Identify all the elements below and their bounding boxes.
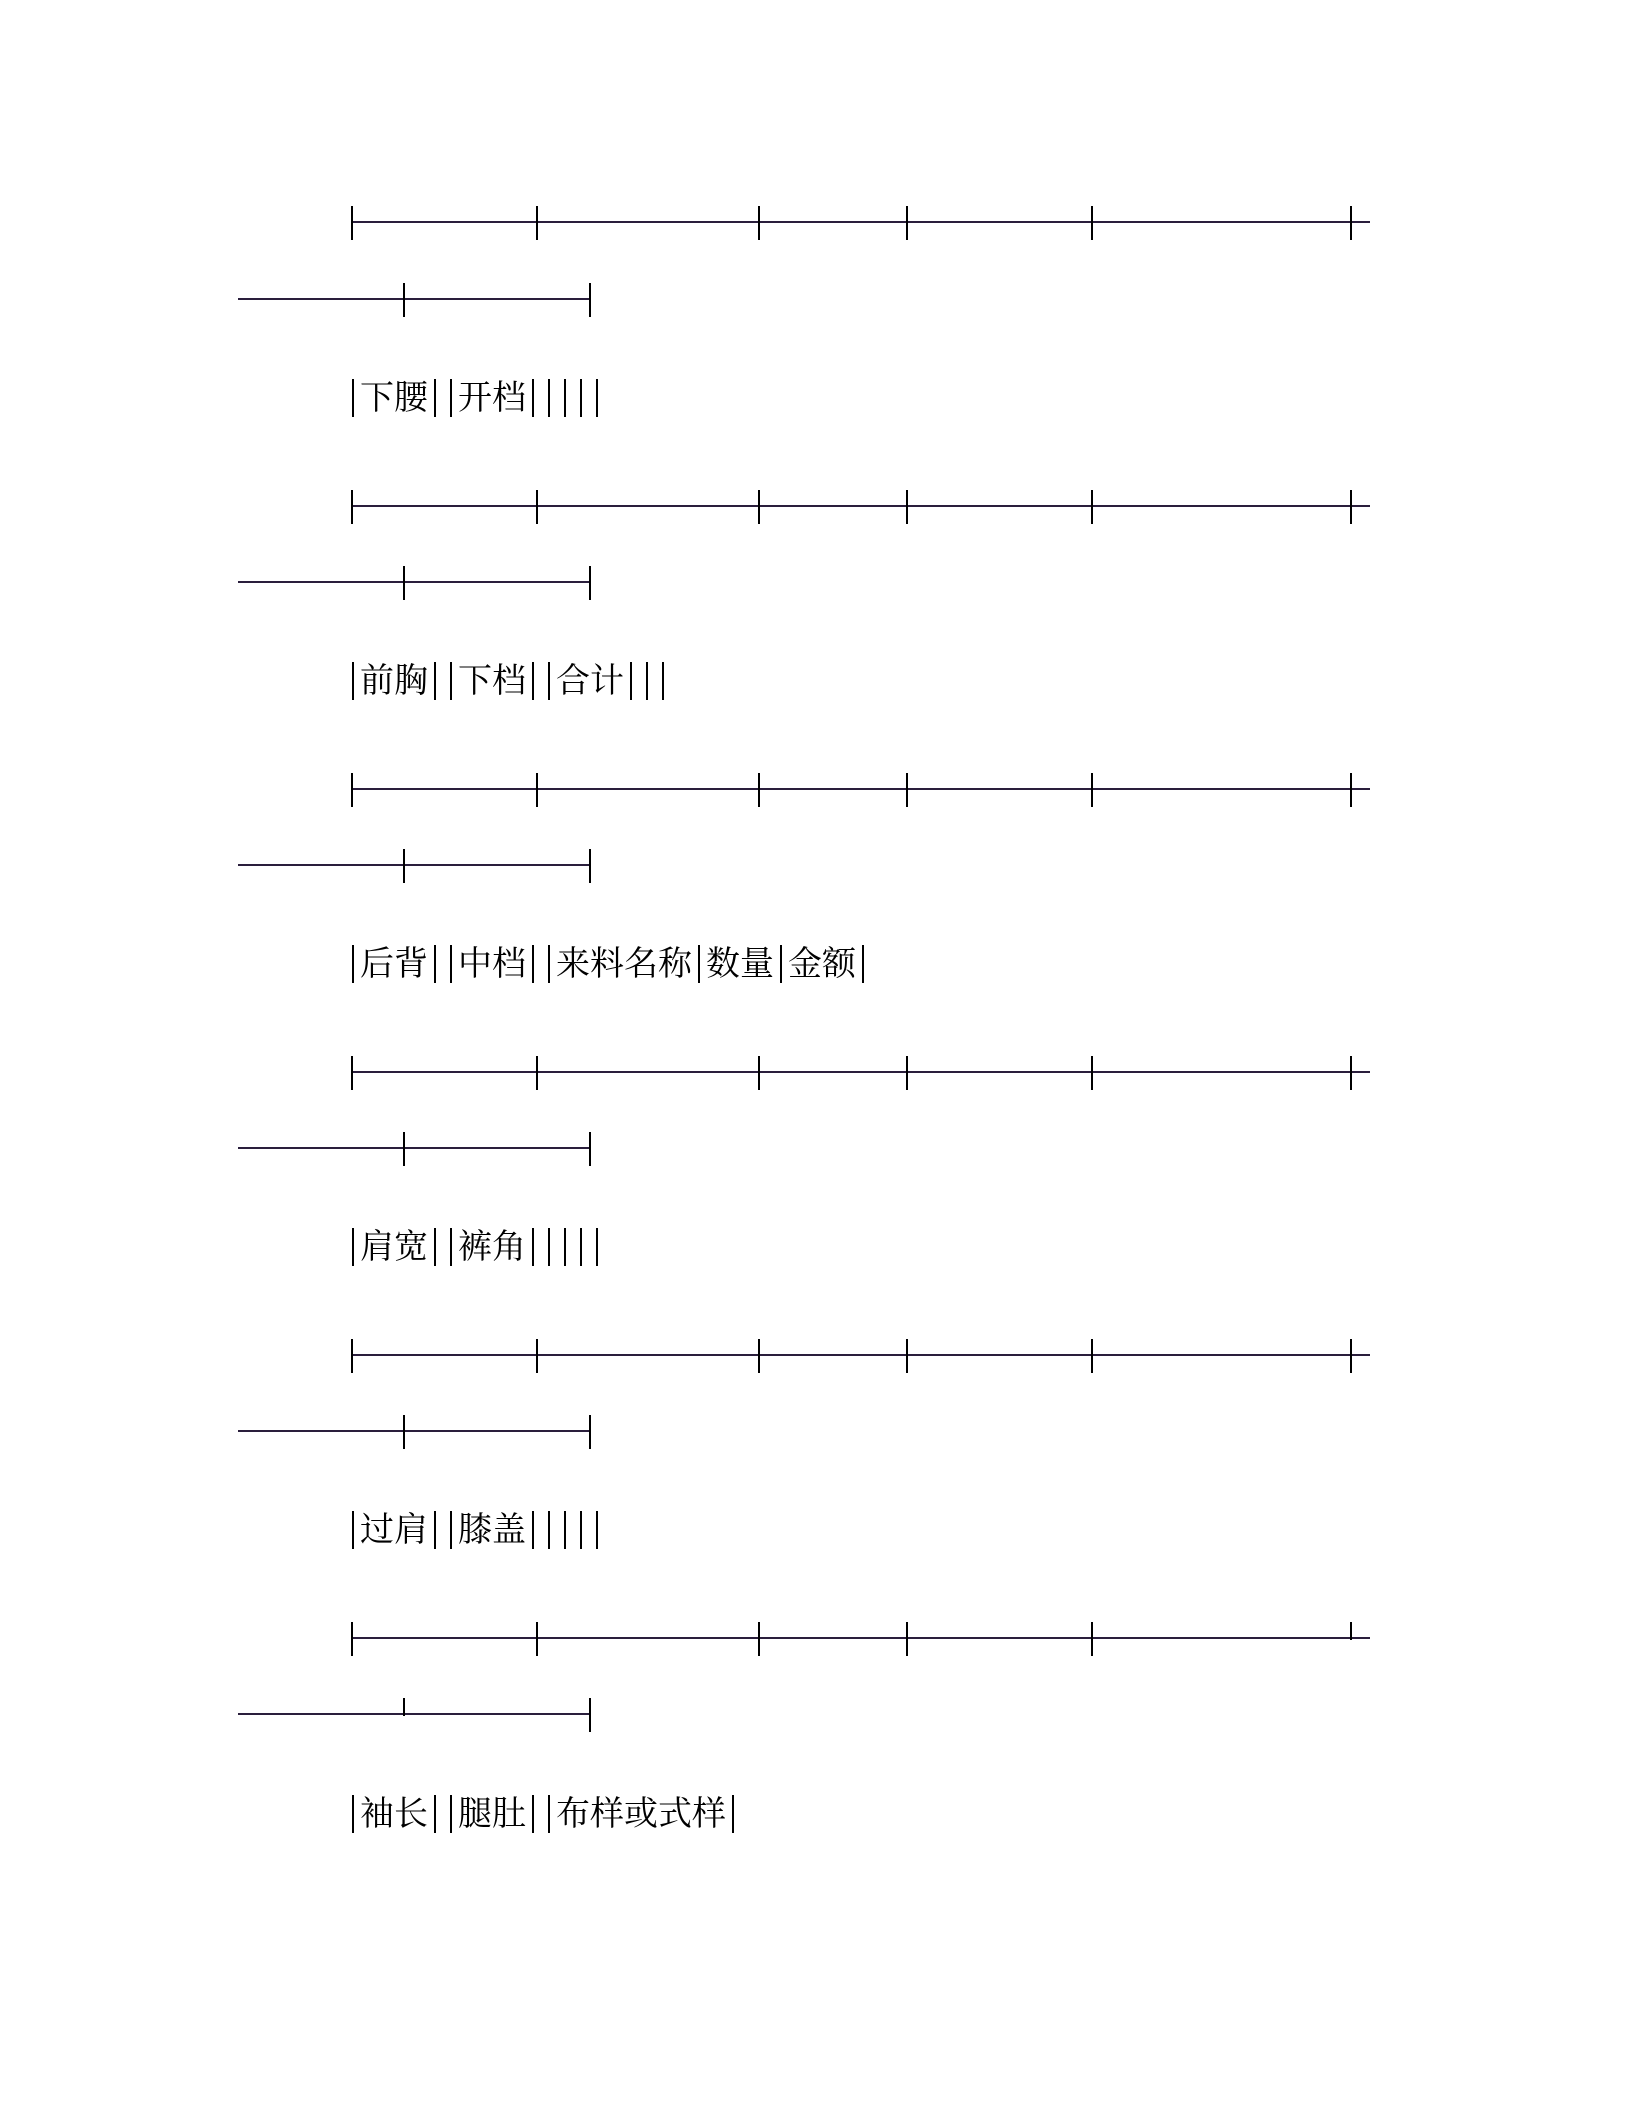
row-label: 合计 <box>556 661 624 701</box>
table-rule-bottom-2 <box>0 562 1632 602</box>
row-label: 前胸 <box>360 661 428 701</box>
cell-divider <box>564 379 566 417</box>
column-header: 金额 <box>788 944 856 984</box>
row-label: 下腰 <box>360 378 428 418</box>
row-label: 开档 <box>458 378 526 418</box>
cell-divider <box>596 379 598 417</box>
row-label: 腿肚 <box>458 1794 526 1834</box>
row-label: 裤角 <box>458 1227 526 1267</box>
table-rule-top-1 <box>0 202 1632 242</box>
table-rule-bottom-6 <box>0 1694 1632 1734</box>
rule-line <box>0 202 1632 242</box>
column-header: 来料名称 <box>556 944 692 984</box>
table-rule-top-6 <box>0 1618 1632 1658</box>
cell-divider <box>434 1795 436 1833</box>
table-rule-top-4 <box>0 1052 1632 1092</box>
cell-divider <box>596 1511 598 1549</box>
rule-line <box>0 1335 1632 1375</box>
rule-line <box>0 562 1632 602</box>
table-rule-top-5 <box>0 1335 1632 1375</box>
table-rule-bottom-5 <box>0 1411 1632 1451</box>
rule-line <box>0 1052 1632 1092</box>
table-row <box>352 651 664 711</box>
row-label: 过肩 <box>360 1510 428 1550</box>
rule-line <box>0 1411 1632 1451</box>
cell-divider <box>630 662 632 700</box>
rule-line <box>0 769 1632 809</box>
row-label: 布样或式样 <box>556 1794 726 1834</box>
rule-line <box>0 1618 1632 1658</box>
row-label: 后背 <box>360 944 428 984</box>
row-label: 下档 <box>458 661 526 701</box>
row-label: 中档 <box>458 944 526 984</box>
rule-line <box>0 845 1632 885</box>
cell-divider <box>532 662 534 700</box>
table-rule-bottom-1 <box>0 279 1632 319</box>
rule-line <box>0 1128 1632 1168</box>
cell-divider <box>580 1228 582 1266</box>
cell-divider <box>662 662 664 700</box>
table-rule-bottom-3 <box>0 845 1632 885</box>
rule-line <box>0 1694 1632 1734</box>
table-row <box>352 934 864 994</box>
cell-divider <box>532 1228 534 1266</box>
rule-line <box>0 486 1632 526</box>
cell-divider <box>434 662 436 700</box>
cell-divider <box>862 945 864 983</box>
table-row <box>352 1784 734 1844</box>
column-header: 数量 <box>706 944 774 984</box>
cell-divider <box>548 379 550 417</box>
row-label: 袖长 <box>360 1794 428 1834</box>
cell-divider <box>564 1228 566 1266</box>
cell-divider <box>434 1228 436 1266</box>
cell-divider <box>532 1511 534 1549</box>
cell-divider <box>548 1511 550 1549</box>
table-rule-bottom-4 <box>0 1128 1632 1168</box>
rule-line <box>0 279 1632 319</box>
cell-divider <box>646 662 648 700</box>
cell-divider <box>564 1511 566 1549</box>
table-rule-top-3 <box>0 769 1632 809</box>
row-label: 膝盖 <box>458 1510 526 1550</box>
cell-divider <box>732 1795 734 1833</box>
table-rule-top-2 <box>0 486 1632 526</box>
row-label: 肩宽 <box>360 1227 428 1267</box>
cell-divider <box>434 1511 436 1549</box>
table-row <box>352 1217 598 1277</box>
table-row <box>352 368 598 428</box>
table-row <box>352 1500 598 1560</box>
cell-divider <box>532 1795 534 1833</box>
cell-divider <box>548 1228 550 1266</box>
cell-divider <box>434 379 436 417</box>
cell-divider <box>596 1228 598 1266</box>
cell-divider <box>532 945 534 983</box>
cell-divider <box>580 1511 582 1549</box>
cell-divider <box>532 379 534 417</box>
cell-divider <box>434 945 436 983</box>
cell-divider <box>580 379 582 417</box>
